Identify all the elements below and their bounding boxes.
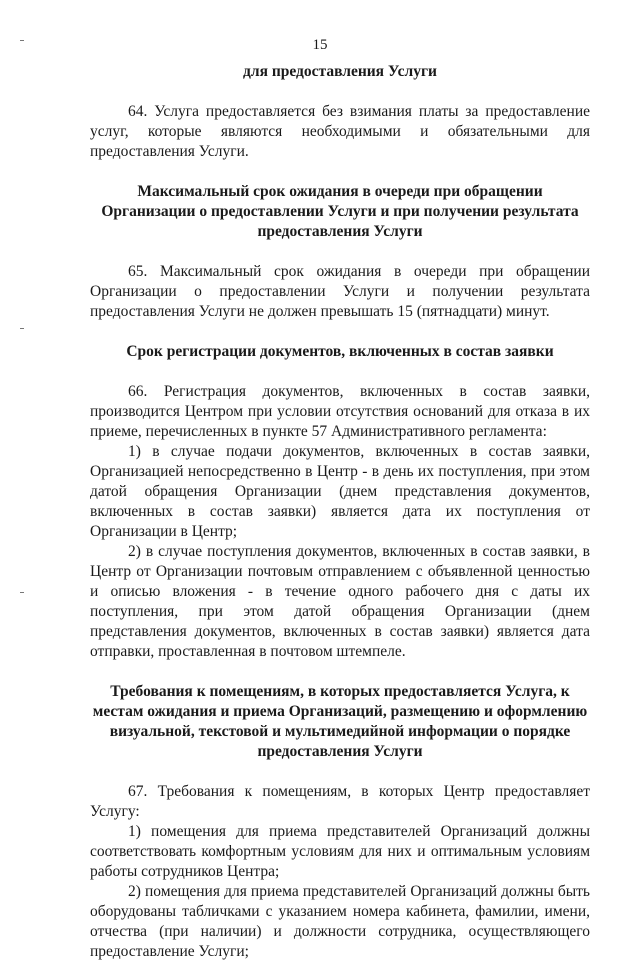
paragraph-66-item-2: 2) в случае поступления документов, включенных в состав заявки, в Центр от Организации почтовым отправлением с объявленной ценностью и описью вложения - в течение одного рабочего дня с даты их поступления, при этом датой обращения Организации (днем представления документов, включенных в состав заявки) является дата отправки, проставленная в почтовом штемпеле. xyxy=(90,543,590,660)
paragraph-66-item-1: 1) в случае подачи документов, включенных в состав заявки, Организацией непосредственно в Центр - в день их поступления, при этом датой обращения Организации (днем представления документов, включенных в состав заявки) является дата их поступления от Организации в Центр; xyxy=(90,443,590,540)
section-heading: для предоставления Услуги xyxy=(243,63,437,80)
paragraph-67-item-2: 2) помещения для приема представителей Организаций должны быть оборудованы табличками с указанием номера кабинета, фамилии, имени, отчества (при наличии) и должности сотрудника, осуществляющего предоставление Услуги; xyxy=(90,883,590,960)
paragraph-67-item-1: 1) помещения для приема представителей Организаций должны соответствовать комфортным условиям для них и оптимальным условиям работы сотрудников Центра; xyxy=(90,823,590,880)
paragraph-66: 66. Регистрация документов, включенных в состав заявки, производится Центром при условии отсутствия оснований для отказа в их приеме, перечисленных в пункте 57 Административного регламента: xyxy=(90,383,590,440)
section-heading: Срок регистрации документов, включенных в состав заявки xyxy=(126,343,554,360)
paragraph-65: 65. Максимальный срок ожидания в очереди при обращении Организации о предоставлении Услуги и получении результата предоставления Услуги не должен превышать 15 (пятнадцати) минут. xyxy=(90,263,590,320)
scan-mark xyxy=(20,328,24,329)
paragraph-64: 64. Услуга предоставляется без взимания платы за предоставление услуг, которые являются необходимыми и обязательными для предоставления Услуги. xyxy=(90,103,590,160)
section-heading: Максимальный срок ожидания в очереди при обращении Организации о предоставлении Услуги и при получении результата предоставления Услуги xyxy=(101,183,579,240)
scan-mark xyxy=(20,592,24,593)
page-number: 15 xyxy=(312,37,328,53)
document-body xyxy=(90,62,590,962)
section-heading: Требования к помещениям, в которых предоставляется Услуга, к местам ожидания и приема Организаций, размещению и оформлению визуальной, текстовой и мультимедийной информации о порядке предоставления Услуги xyxy=(92,683,588,760)
paragraph-67: 67. Требования к помещениям, в которых Центр предоставляет Услугу: xyxy=(90,783,590,820)
